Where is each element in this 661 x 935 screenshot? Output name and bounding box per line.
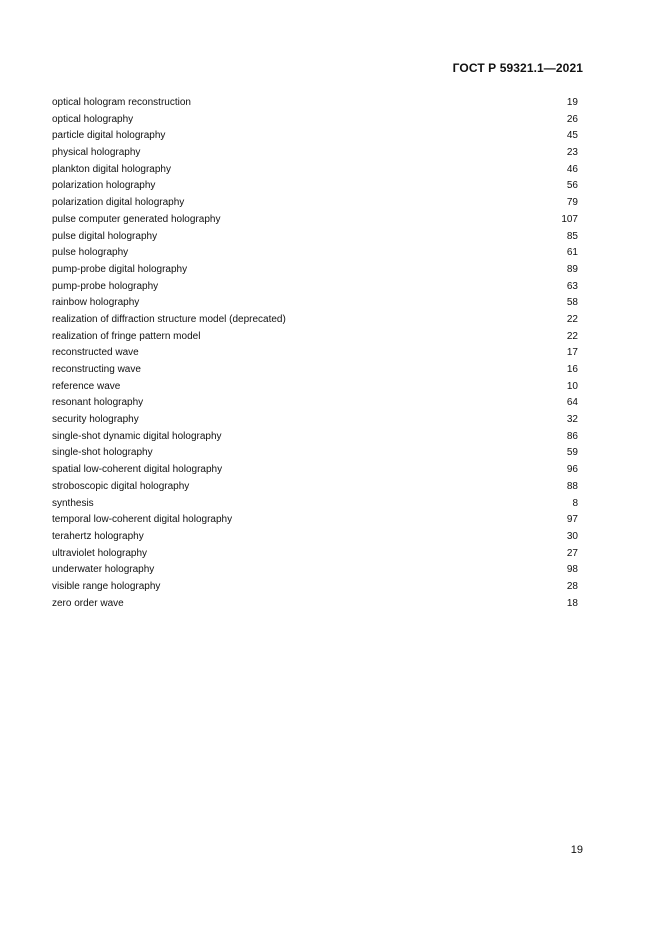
index-entry: [52, 479, 578, 496]
index-page-ref: 96: [566, 464, 578, 476]
index-page-ref: 61: [566, 247, 578, 259]
index-term: pump-probe digital holography: [52, 263, 188, 275]
index-entry: [52, 429, 578, 446]
index-entry: [52, 562, 578, 579]
index-term: zero order wave: [52, 597, 124, 609]
index-term: realization of fringe pattern model: [52, 330, 201, 342]
index-page-ref: 85: [566, 230, 578, 242]
index-entry: [52, 95, 578, 112]
index-term: pulse holography: [52, 247, 129, 259]
index-entry: [52, 512, 578, 529]
index-term: single-shot holography: [52, 447, 153, 459]
index-entry: [52, 445, 578, 462]
index-entry: [52, 178, 578, 195]
document-header: ГОСТ Р 59321.1—2021: [452, 61, 583, 75]
index-page-ref: 10: [566, 380, 578, 392]
index-entry: [52, 295, 578, 312]
index-page-ref: 56: [566, 180, 578, 192]
index-entry: [52, 229, 578, 246]
index-page-ref: 22: [566, 313, 578, 325]
index-entry: [52, 245, 578, 262]
index-page-ref: 19: [566, 97, 578, 108]
index-page-ref: 89: [566, 263, 578, 275]
index-page-ref: 79: [566, 197, 578, 209]
index-entry: [52, 162, 578, 179]
index-page-ref: 23: [566, 147, 578, 159]
index-term: optical hologram reconstruction: [52, 97, 191, 108]
index-page-ref: 107: [561, 213, 578, 225]
index-entry: [52, 112, 578, 129]
index-term: particle digital holography: [52, 130, 166, 142]
index-entry: [52, 462, 578, 479]
index-term: security holography: [52, 414, 139, 426]
index-term: reconstructing wave: [52, 364, 141, 375]
page-number: 19: [570, 844, 583, 856]
index-page-ref: 97: [566, 514, 578, 526]
index-term: rainbow holography: [52, 297, 140, 309]
index-page-ref: 28: [566, 580, 578, 592]
index-term: pulse computer generated holography: [52, 213, 221, 225]
index-term: underwater holography: [52, 564, 155, 576]
index-entry: [52, 128, 578, 145]
index-page-ref: 22: [566, 330, 578, 342]
index-term: polarization digital holography: [52, 197, 185, 209]
index-page-ref: 59: [566, 447, 578, 459]
index-entry: [52, 312, 578, 329]
index-entry: [52, 412, 578, 429]
index-entry: [52, 529, 578, 546]
index-term: optical holography: [52, 113, 134, 125]
index-entry: [52, 279, 578, 296]
index-term: polarization holography: [52, 180, 156, 192]
index-page-ref: 32: [566, 414, 578, 426]
index-entry: [52, 195, 578, 212]
index-term: pulse digital holography: [52, 230, 158, 242]
index-term: synthesis: [52, 497, 94, 509]
index-term: resonant holography: [52, 397, 144, 409]
index-entry: [52, 212, 578, 229]
index-term: reference wave: [52, 380, 121, 392]
index-entry: [52, 262, 578, 279]
index-entry: [52, 145, 578, 162]
index-entry: [52, 496, 578, 513]
index-page-ref: 86: [566, 430, 578, 442]
index-page-ref: 98: [566, 564, 578, 576]
index-term: temporal low-coherent digital holography: [52, 514, 233, 526]
alphabetical-index: [52, 95, 578, 612]
index-page-ref: 16: [566, 364, 578, 375]
index-page-ref: 64: [566, 397, 578, 409]
index-page-ref: 18: [566, 597, 578, 609]
index-term: spatial low-coherent digital holography: [52, 464, 223, 476]
index-page-ref: 30: [566, 530, 578, 542]
index-term: single-shot dynamic digital holography: [52, 430, 222, 442]
index-page-ref: 63: [566, 280, 578, 292]
index-entry: [52, 395, 578, 412]
index-page-ref: 8: [572, 497, 578, 509]
index-page-ref: 17: [566, 347, 578, 359]
index-page-ref: 46: [566, 163, 578, 175]
index-term: stroboscopic digital holography: [52, 480, 190, 492]
index-term: terahertz holography: [52, 530, 144, 542]
index-entry: [52, 362, 578, 379]
index-term: visible range holography: [52, 580, 161, 592]
index-term: pump-probe holography: [52, 280, 159, 292]
index-page-ref: 88: [566, 480, 578, 492]
index-term: plankton digital holography: [52, 163, 171, 175]
index-entry: [52, 596, 578, 613]
index-entry: [52, 329, 578, 346]
index-term: physical holography: [52, 147, 141, 159]
index-entry: [52, 546, 578, 563]
index-page-ref: 27: [566, 547, 578, 559]
index-entry: [52, 345, 578, 362]
index-term: realization of diffraction structure model (deprecated): [52, 313, 286, 325]
index-term: ultraviolet holography: [52, 547, 148, 559]
index-entry: [52, 379, 578, 396]
index-page-ref: 26: [566, 113, 578, 125]
index-page-ref: 58: [566, 297, 578, 309]
index-entry: [52, 579, 578, 596]
index-page-ref: 45: [566, 130, 578, 142]
index-term: reconstructed wave: [52, 347, 139, 359]
